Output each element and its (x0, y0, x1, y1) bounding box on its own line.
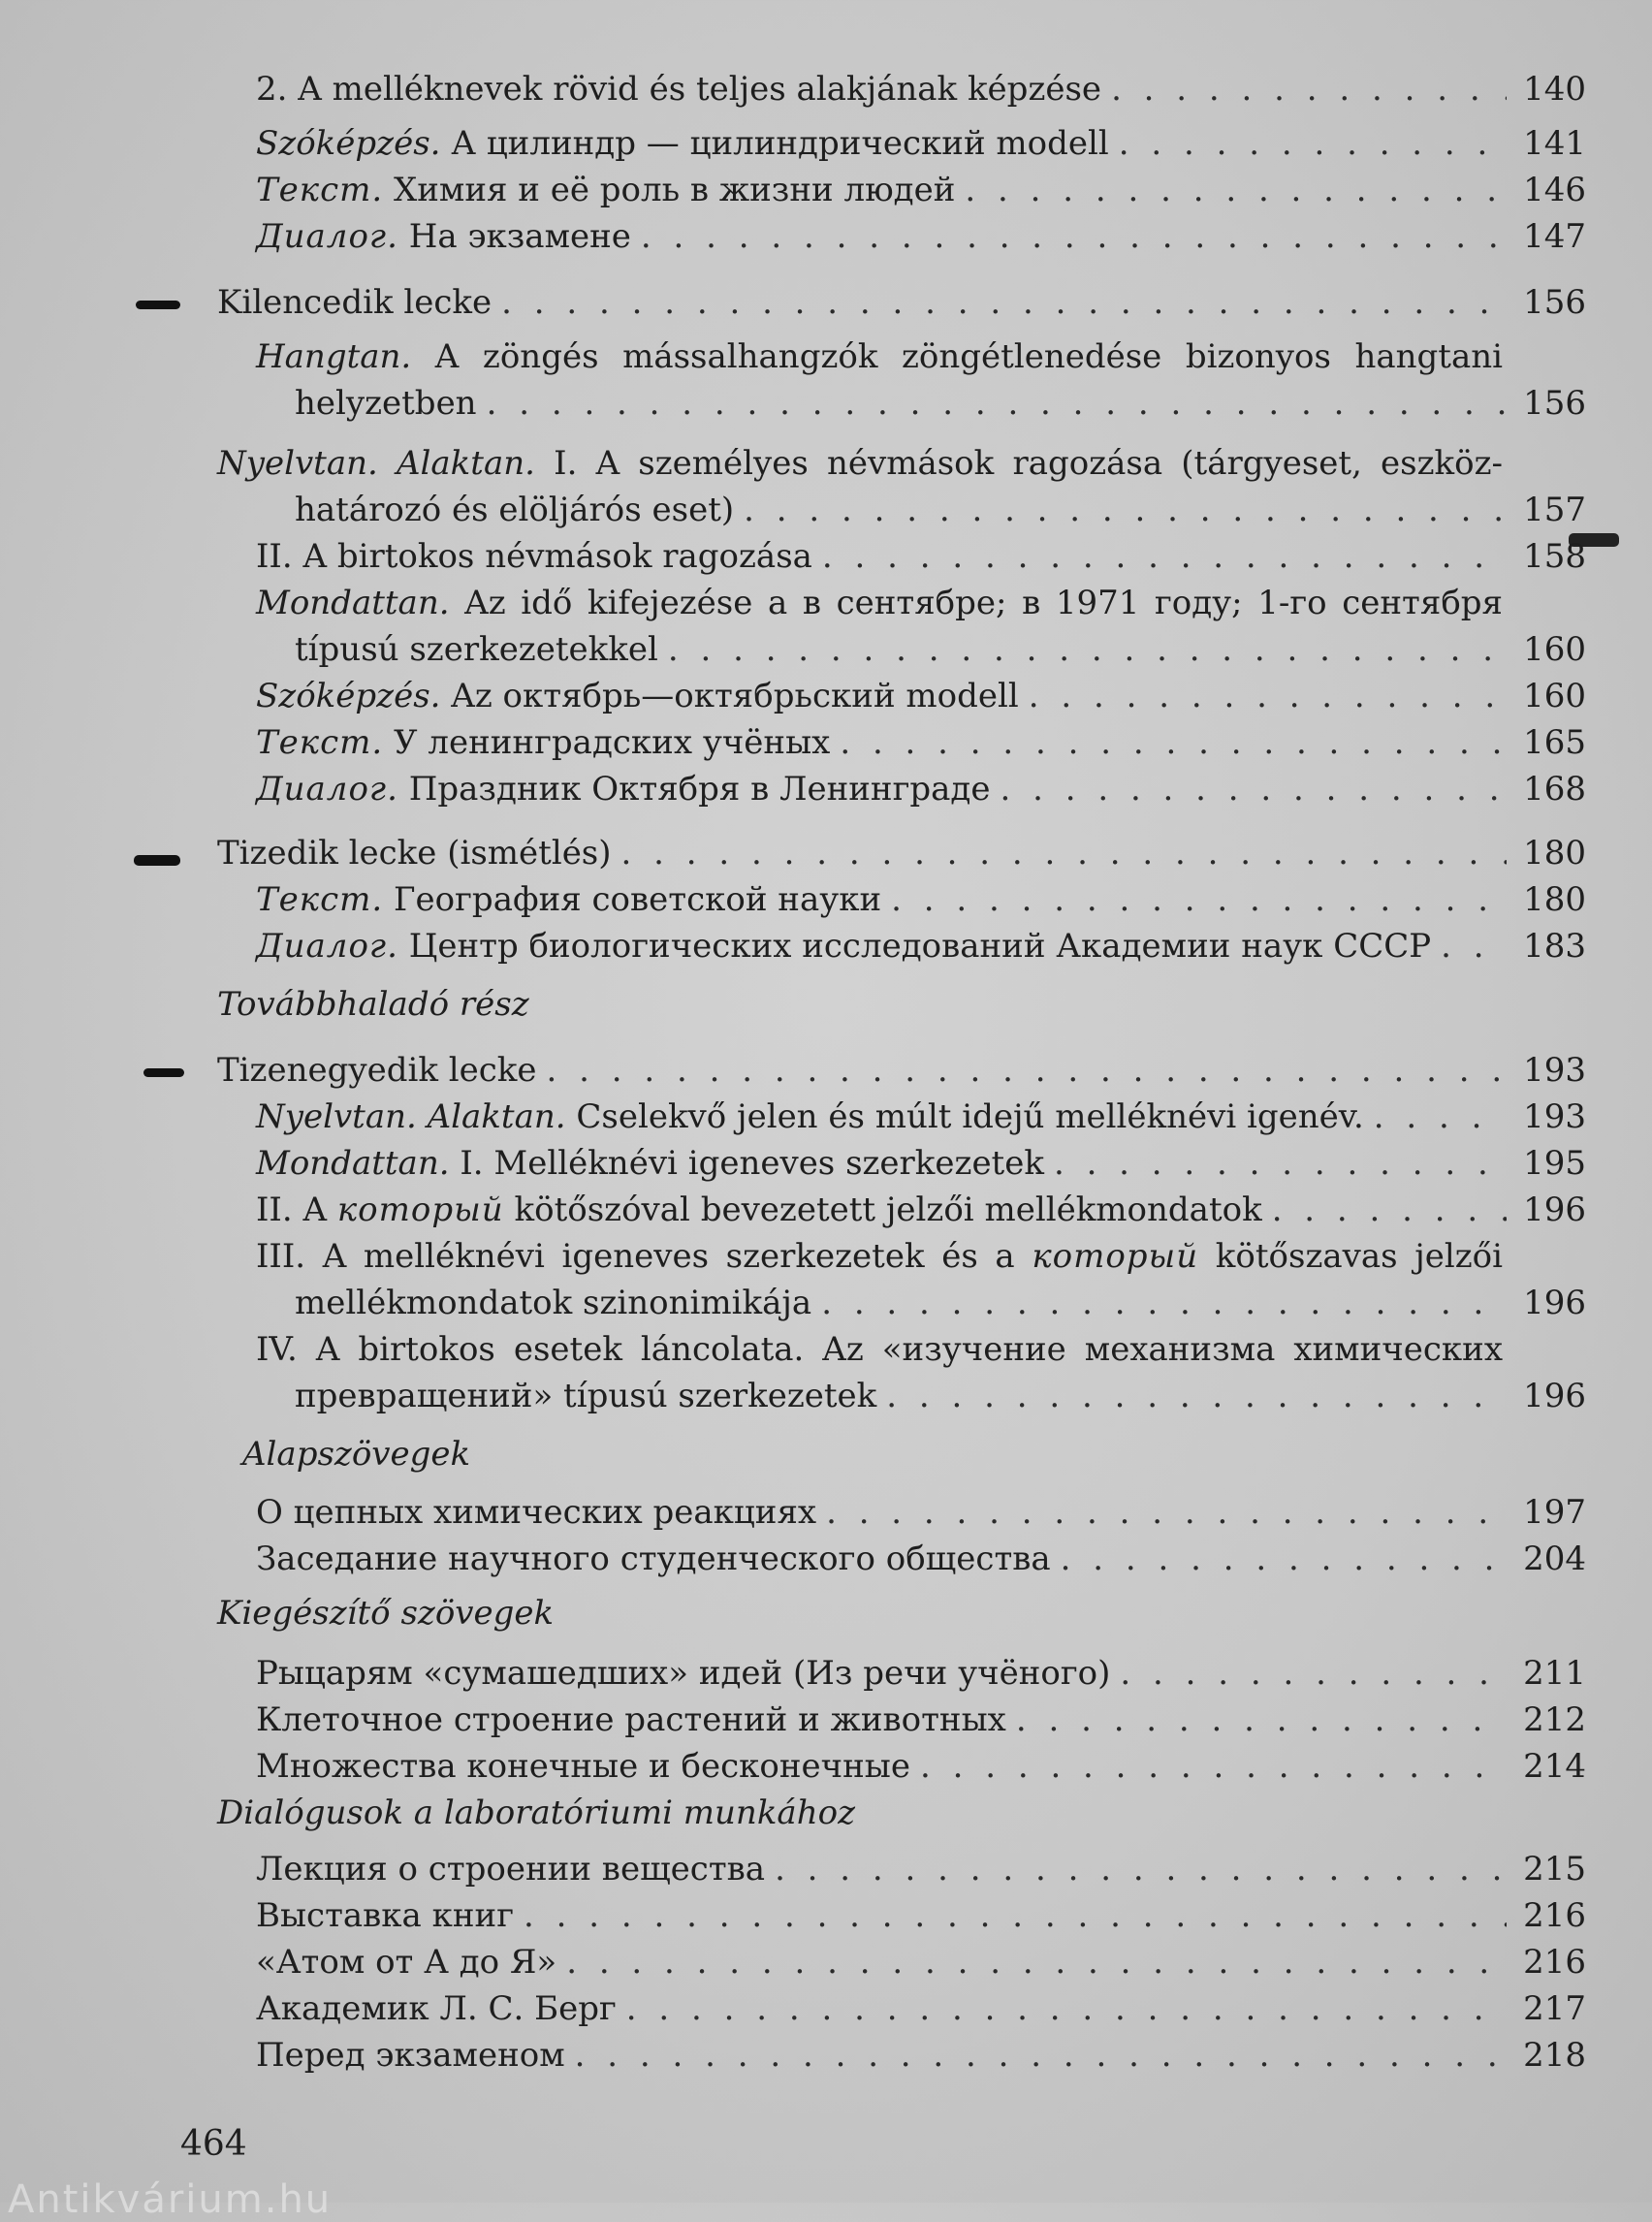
toc-entry: Hangtan. A zöngés mássalhangzók zöngétlenedése bizonyos hangtani (256, 337, 1503, 376)
toc-entry: 2. A melléknevek rövid és teljes alakjának képzése . . . 140 (256, 66, 1586, 112)
page-number: 195 (1523, 1144, 1586, 1183)
margin-mark (136, 301, 180, 309)
toc-entry: Диалог. Центр биологических исследований Академии наук СССР . . . 183 (256, 923, 1586, 969)
page-number: 156 (1523, 283, 1586, 322)
page-number: 212 (1523, 1700, 1586, 1739)
toc-entry: II. A который kötőszóval bevezetett jelzői mellékmondatok . . . 196 (256, 1187, 1586, 1233)
section-heading: Dialógusok a laboratóriumi munkához (217, 1793, 855, 1832)
page-number: 156 (1523, 384, 1586, 423)
page-number: 168 (1523, 770, 1586, 809)
toc-entry: Nyelvtan. Alaktan. I. A személyes névmások ragozása (tárgyeset, eszköz- (217, 444, 1504, 483)
page-number: 218 (1523, 2036, 1586, 2075)
toc-entry: Szóképzés. А цилиндр — цилиндрический modell . . . 141 (256, 120, 1586, 167)
toc-entry: Диалог. Праздник Октября в Ленинграде . . . 168 (256, 766, 1586, 812)
toc-entry: «Атом от А до Я» . . . 216 (256, 1939, 1586, 1985)
toc-entry: Заседание научного студенческого общества . . . 204 (256, 1536, 1586, 1582)
page-number: 158 (1523, 537, 1586, 576)
toc-entry: Множества конечные и бесконечные . . . 214 (256, 1743, 1586, 1790)
page-number: 196 (1523, 1190, 1586, 1229)
page-number: 147 (1523, 217, 1586, 256)
toc-entry: Текст. Химия и её роль в жизни людей . . . 146 (256, 167, 1586, 213)
page-number: 157 (1523, 491, 1586, 529)
toc-entry: II. A birtokos névmások ragozása . . . 158 (256, 533, 1586, 580)
page-number: 196 (1523, 1284, 1586, 1322)
section-heading: Alapszövegek (242, 1435, 471, 1474)
toc-entry-cont: határozó és elöljárós eset) . . . 157 (295, 487, 1586, 533)
page-number: 140 (1523, 70, 1586, 109)
page-number: 180 (1523, 880, 1586, 919)
toc-entry-cont: típusú szerkezetekkel . . . 160 (295, 626, 1586, 673)
toc-entry: Клеточное строение растений и животных . . . 212 (256, 1697, 1586, 1743)
page-number: 214 (1523, 1747, 1586, 1786)
page-number: 160 (1523, 677, 1586, 715)
toc-entry-cont: превращений» típusú szerkezetek . . . 196 (295, 1373, 1586, 1419)
margin-mark (143, 1068, 184, 1077)
toc-entry: О цепных химических реакциях . . . 197 (256, 1489, 1586, 1536)
toc-entry: IV. A birtokos esetek láncolata. Az «изучение механизма химических (256, 1330, 1503, 1369)
page-number: 165 (1523, 723, 1586, 762)
toc-entry-cont: helyzetben . . . 156 (295, 380, 1586, 427)
page-number: 180 (1523, 834, 1586, 873)
page-number: 211 (1523, 1654, 1586, 1693)
toc-entry: Szóképzés. Az октябрь—октябрьский modell . . . 160 (256, 673, 1586, 719)
page-folio: 464 (180, 2124, 247, 2164)
toc-entry: Выставка книг . . . 216 (256, 1892, 1586, 1939)
toc-entry: Рыцарям «сумашедших» идей (Из речи учёного) . . . 211 (256, 1650, 1586, 1697)
margin-mark (134, 855, 180, 866)
page-number: 193 (1523, 1051, 1586, 1090)
page-number: 160 (1523, 630, 1586, 669)
toc-entry: Текст. У ленинградских учёных . . . 165 (256, 719, 1586, 766)
toc-chapter: Kilencedik lecke . . . 156 (217, 279, 1586, 326)
toc-entry: III. A melléknévi igeneves szerkezetek és a который kötőszavas jelzői (256, 1237, 1503, 1276)
page-number: 141 (1523, 124, 1586, 163)
page-number: 196 (1523, 1377, 1586, 1415)
toc-entry: Текст. География советской науки . . . 180 (256, 876, 1586, 923)
toc-entry: Перед экзаменом . . . 218 (256, 2032, 1586, 2079)
page-number: 204 (1523, 1540, 1586, 1578)
toc-entry: Nyelvtan. Alaktan. Cselekvő jelen és múlt idejű melléknévi igenév. . . . 193 (256, 1094, 1586, 1140)
toc-entry: Диалог. На экзамене . . . 147 (256, 213, 1586, 260)
toc-entry: Лекция о строении вещества . . . 215 (256, 1846, 1586, 1892)
page-number: 193 (1523, 1097, 1586, 1136)
page-number: 216 (1523, 1896, 1586, 1935)
page-number: 146 (1523, 171, 1586, 209)
toc-entry-cont: mellékmondatok szinonimikája . . . 196 (295, 1280, 1586, 1326)
page-number: 217 (1523, 1989, 1586, 2028)
page-number: 215 (1523, 1850, 1586, 1889)
watermark: Antikvárium.hu (8, 2177, 333, 2222)
page-number: 197 (1523, 1493, 1586, 1532)
toc-entry: Mondattan. Az idő kifejezése a в сентябре; в 1971 году; 1-го сентября (256, 584, 1504, 622)
page-number: 183 (1523, 927, 1586, 966)
toc-entry: Mondattan. I. Melléknévi igeneves szerkezetek . . . 195 (256, 1140, 1586, 1187)
section-heading: Kiegészítő szövegek (217, 1594, 555, 1633)
section-heading: Továbbhaladó rész (217, 985, 529, 1024)
toc-chapter: Tizedik lecke (ismétlés) . . . 180 (217, 830, 1586, 876)
page-number: 216 (1523, 1943, 1586, 1982)
toc-chapter: Tizenegyedik lecke . . . 193 (217, 1047, 1586, 1094)
toc-entry: Академик Л. С. Берг . . . 217 (256, 1985, 1586, 2032)
